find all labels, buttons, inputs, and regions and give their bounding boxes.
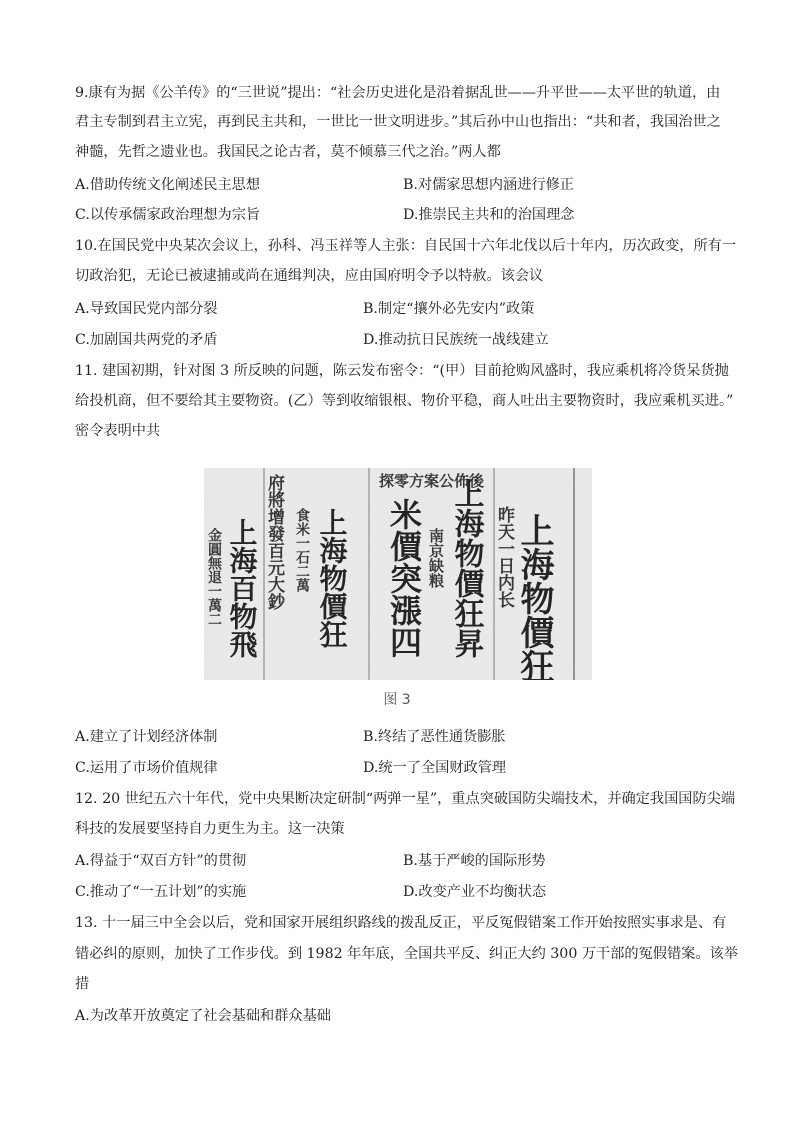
q11-stem-line-1: 11. 建国初期，针对图 3 所反映的问题，陈云发布密令：“(甲）目前抢购风盛时，我应乘机将冷货呆货抛 bbox=[75, 363, 729, 379]
q10-option-c: C.加剧国共两党的矛盾 bbox=[75, 332, 218, 348]
q12-option-b: B.基于严峻的国际形势 bbox=[403, 853, 546, 869]
q11-option-c: C.运用了市场价值规律 bbox=[75, 760, 218, 776]
newspaper-clipping-figure bbox=[204, 468, 592, 680]
q9-stem-line-3: 神髓，先哲之遗业也。我国民之论古者，莫不倾慕三代之治。”两人都 bbox=[75, 144, 501, 160]
q10-option-d: D.推动抗日民族统一战线建立 bbox=[363, 332, 549, 348]
q13-stem-line-2: 错必纠的原则，加快了工作步伐。到 1982 年年底，全国共平反、纠正大约 300 万干部的冤假错案。该举 bbox=[75, 946, 738, 962]
q9-stem-line-2: 君主专制到君主立宪，再到民主共和，一世比一世文明进步。”其后孙中山也指出：“共和者，我国治世之 bbox=[75, 114, 721, 130]
q11-option-d: D.统一了全国财政管理 bbox=[363, 760, 507, 776]
q9-option-a: A.借助传统文化阐述民主思想 bbox=[75, 177, 261, 193]
q9-stem-line-1: 9.康有为据《公羊传》的“三世说”提出：“社会历史进化是沿着据乱世——升平世——太平世的轨道，由 bbox=[75, 85, 721, 101]
q10-stem-line-2: 切政治犯，无论已被逮捕或尚在通缉判决，应由国府明令予以特赦。该会议 bbox=[75, 268, 544, 284]
q11-stem-line-2: 给投机商，但不要给其主要物资。(乙）等到收缩银根、物价平稳，商人吐出主要物资时，我应乘机买进。” bbox=[75, 393, 734, 409]
q11-option-a: A.建立了计划经济体制 bbox=[75, 729, 218, 745]
q9-option-d: D.推崇民主共和的治国理念 bbox=[403, 207, 575, 223]
q9-option-b: B.对儒家思想内涵进行修正 bbox=[403, 177, 574, 193]
q13-option-a: A.为改革开放奠定了社会基础和群众基础 bbox=[75, 1008, 331, 1024]
q13-stem-line-1: 13. 十一届三中全会以后，党和国家开展组织路线的拨乱反正，平反冤假错案工作开始按照实事求是、有 bbox=[75, 915, 727, 931]
q12-stem-line-1: 12. 20 世纪五六十年代，党中央果断决定研制“两弹一星”，重点突破国防尖端技术，并确定我国国防尖端 bbox=[75, 791, 736, 807]
q10-option-a: A.导致国民党内部分裂 bbox=[75, 301, 218, 317]
q12-option-a: A.得益于“双百方针”的贯彻 bbox=[75, 853, 247, 869]
newspaper-clipping-image bbox=[204, 468, 592, 680]
q13-stem-line-3: 措 bbox=[75, 976, 90, 992]
q10-stem-line-1: 10.在国民党中央某次会议上，孙科、冯玉祥等人主张：自民国十六年北伐以后十年内，历次政变，所有一 bbox=[75, 238, 737, 254]
q11-stem-line-3: 密令表明中共 bbox=[75, 423, 161, 439]
figure-3-caption: 图 3 bbox=[383, 692, 411, 708]
q12-option-d: D.改变产业不均衡状态 bbox=[403, 884, 547, 900]
q9-option-c: C.以传承儒家政治理想为宗旨 bbox=[75, 207, 261, 223]
q12-option-c: C.推动了“一五计划”的实施 bbox=[75, 884, 247, 900]
q12-stem-line-2: 科技的发展要坚持自力更生为主。这一决策 bbox=[75, 821, 345, 837]
q10-option-b: B.制定“攘外必先安内”政策 bbox=[363, 301, 535, 317]
q11-option-b: B.终结了恶性通货膨胀 bbox=[363, 729, 506, 745]
